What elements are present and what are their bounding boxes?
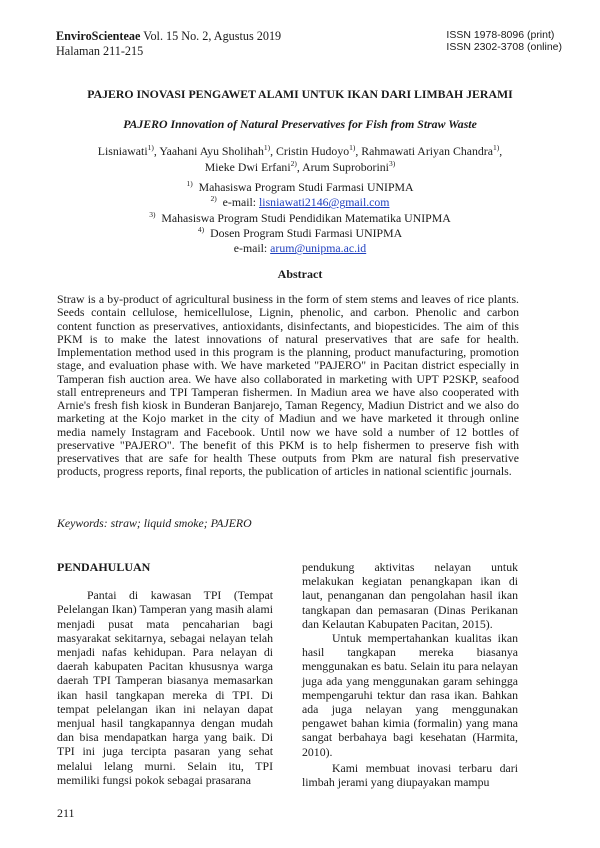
author-sup: 1) bbox=[263, 143, 271, 153]
body-column-right bbox=[302, 560, 518, 789]
author-sep: , bbox=[296, 160, 303, 174]
email-label: e-mail: bbox=[233, 241, 271, 256]
author-sep: , bbox=[153, 144, 160, 158]
affiliation-sup: 3) bbox=[149, 209, 156, 219]
paragraph: Kami membuat inovasi terbaru dari limbah jerami yang diupayakan mampu bbox=[302, 760, 518, 790]
paragraph: Untuk mempertahankan kualitas ikan hasil tangkapan mereka biasanya menggunakan es batu. Selain itu para nelayan juga ada yang menggunakan garam sehingga mempengaruhi tektur dan rasa ikan. Bahkan ada juga nelayan yang menggunakan pengawet bahan kimia (formalin) yang mana sangat berbahaya bagi kesehatan (Harmita, 2010). bbox=[302, 631, 518, 759]
paper-subtitle: PAJERO Innovation of Natural Preservatives for Fish from Straw Waste bbox=[123, 117, 477, 131]
author-sup: 1) bbox=[349, 143, 356, 153]
email-link-2[interactable]: arum@unipma.ac.id bbox=[270, 241, 367, 256]
affiliation-1-email bbox=[40, 195, 560, 210]
issn-print: ISSN 1978-8096 (print) bbox=[446, 29, 555, 41]
author-name: Yaahani Ayu Sholihah bbox=[159, 144, 264, 158]
page-number: 211 bbox=[57, 806, 75, 820]
email-link-1[interactable]: lisniawati2146@gmail.com bbox=[259, 195, 390, 210]
journal-header bbox=[56, 29, 281, 59]
author-sep: , bbox=[499, 144, 503, 158]
paragraph: pendukung aktivitas nelayan untuk melakukan kegiatan penangkapan ikan di laut, penanganan dan pengolahan hasil ikan tangkapan dan pemasaran (Dinas Perikanan dan Kelautan Kabupaten Pacitan, 2015). bbox=[302, 560, 518, 631]
affiliation-sup: 2) bbox=[210, 194, 217, 204]
author-sup: 3) bbox=[388, 159, 396, 169]
affiliation-text: Mahasiswa Program Studi Pendidikan Matematika UNIPMA bbox=[161, 210, 451, 225]
author-line-2 bbox=[40, 159, 560, 175]
section-heading: PENDAHULUAN bbox=[57, 560, 151, 574]
author-sup: 1) bbox=[492, 143, 500, 153]
affiliation-3-email bbox=[40, 241, 560, 256]
paragraph: Pantai di kawasan TPI (Tempat Pelelangan Ikan) Tamperan yang masih alami menjadi pusat mata pencaharian bagi masyarakat sekitarnya, sebagai nelayan telah menjadi nafas kehidupan. Para nelayan di daerah kabupaten Pacitan khususnya warga daerah TPI Tamperan biasanya memasarkan ikan hasil tangkapan mereka di TPI. Di tempat pelelangan ikan ini nelayan dapat menjual hasil tangkapannya dengan mudah dan bisa mendapatkan harga yang baik. Di TPI ini juga tercipta pasaran yang sehat melalui lelang murni. Selain itu, TPI memiliki fungsi pokok sebagai prasarana bbox=[57, 588, 273, 787]
author-sup: 1) bbox=[147, 143, 154, 153]
journal-issue: Vol. 15 No. 2, Agustus 2019 bbox=[140, 29, 282, 43]
affiliation-3 bbox=[40, 226, 560, 241]
affiliation-sup: 1) bbox=[186, 179, 193, 189]
journal-name: EnviroScienteae bbox=[56, 29, 141, 43]
author-name: Cristin Hudoyo bbox=[276, 144, 350, 158]
author-name: Lisniawati bbox=[97, 144, 148, 158]
issn-online: ISSN 2302-3708 (online) bbox=[446, 41, 562, 53]
author-list bbox=[40, 143, 560, 175]
affiliation-text: Dosen Program Studi Farmasi UNIPMA bbox=[210, 225, 403, 240]
paper-title: PAJERO INOVASI PENGAWET ALAMI UNTUK IKAN DARI LIMBAH JERAMI bbox=[87, 87, 513, 101]
page-range: Halaman 211-215 bbox=[56, 44, 144, 58]
author-sep: , bbox=[355, 144, 362, 158]
author-name: Mieke Dwi Erfani bbox=[204, 160, 291, 174]
abstract-text: Straw is a by-product of agricultural business in the form of stem stems and leaves of rice plants. Seeds contain cellulose, hemicellulose, Lignin, phenolic, and carbon. Phenolic and carbon content function as preservatives, antioxidants, disinfectants, and biopesticides. The aim of this PKM is to make the latest innovations of natural preservatives that are safe for health. Implementation method used in this program is the planning, product manufacturing, promotion stage, and evaluation phase with. We have marketed "PAJERO" in Pacitan district especially in Tamperan fish auction area. We have also collaborated in marketing with UPT P2SKP, seafood stall entrepreneurs and TPI Tamperan fishermen. In Madiun area we have also cooperated with Arnie's fresh fish kiosk in Bunderan Banjarejo, Taman Regency, Madiun District and we also do marketing at the Kojo market in the city of Madiun and we have marketed it through online media namely Instagram and Facebook. Until now we have sold a number of 12 bottles of preservative "PAJERO". The benefit of this PKM is to help fishermen to preserve fish with preservatives that are safe for health These outputs from Pkm are natural fish preservative products, progress reports, final reports, the publication of articles in national scientific journals. bbox=[57, 292, 519, 479]
author-line-1 bbox=[40, 143, 560, 159]
author-name: Arum Suproborini bbox=[302, 160, 389, 174]
keywords: Keywords: straw; liquid smoke; PAJERO bbox=[57, 516, 252, 530]
author-sep: , bbox=[270, 144, 277, 158]
affiliation-sup: 4) bbox=[197, 224, 205, 234]
author-sup: 2) bbox=[290, 159, 297, 169]
author-name: Rahmawati Ariyan Chandra bbox=[361, 144, 493, 158]
affiliations bbox=[40, 180, 560, 256]
email-label: e-mail: bbox=[222, 195, 260, 210]
issn-block bbox=[446, 29, 562, 53]
affiliation-1 bbox=[40, 180, 560, 195]
affiliation-text: Mahasiswa Program Studi Farmasi UNIPMA bbox=[198, 180, 414, 194]
affiliation-2 bbox=[40, 211, 560, 226]
body-column-left bbox=[57, 560, 273, 787]
abstract-heading: Abstract bbox=[277, 267, 323, 281]
